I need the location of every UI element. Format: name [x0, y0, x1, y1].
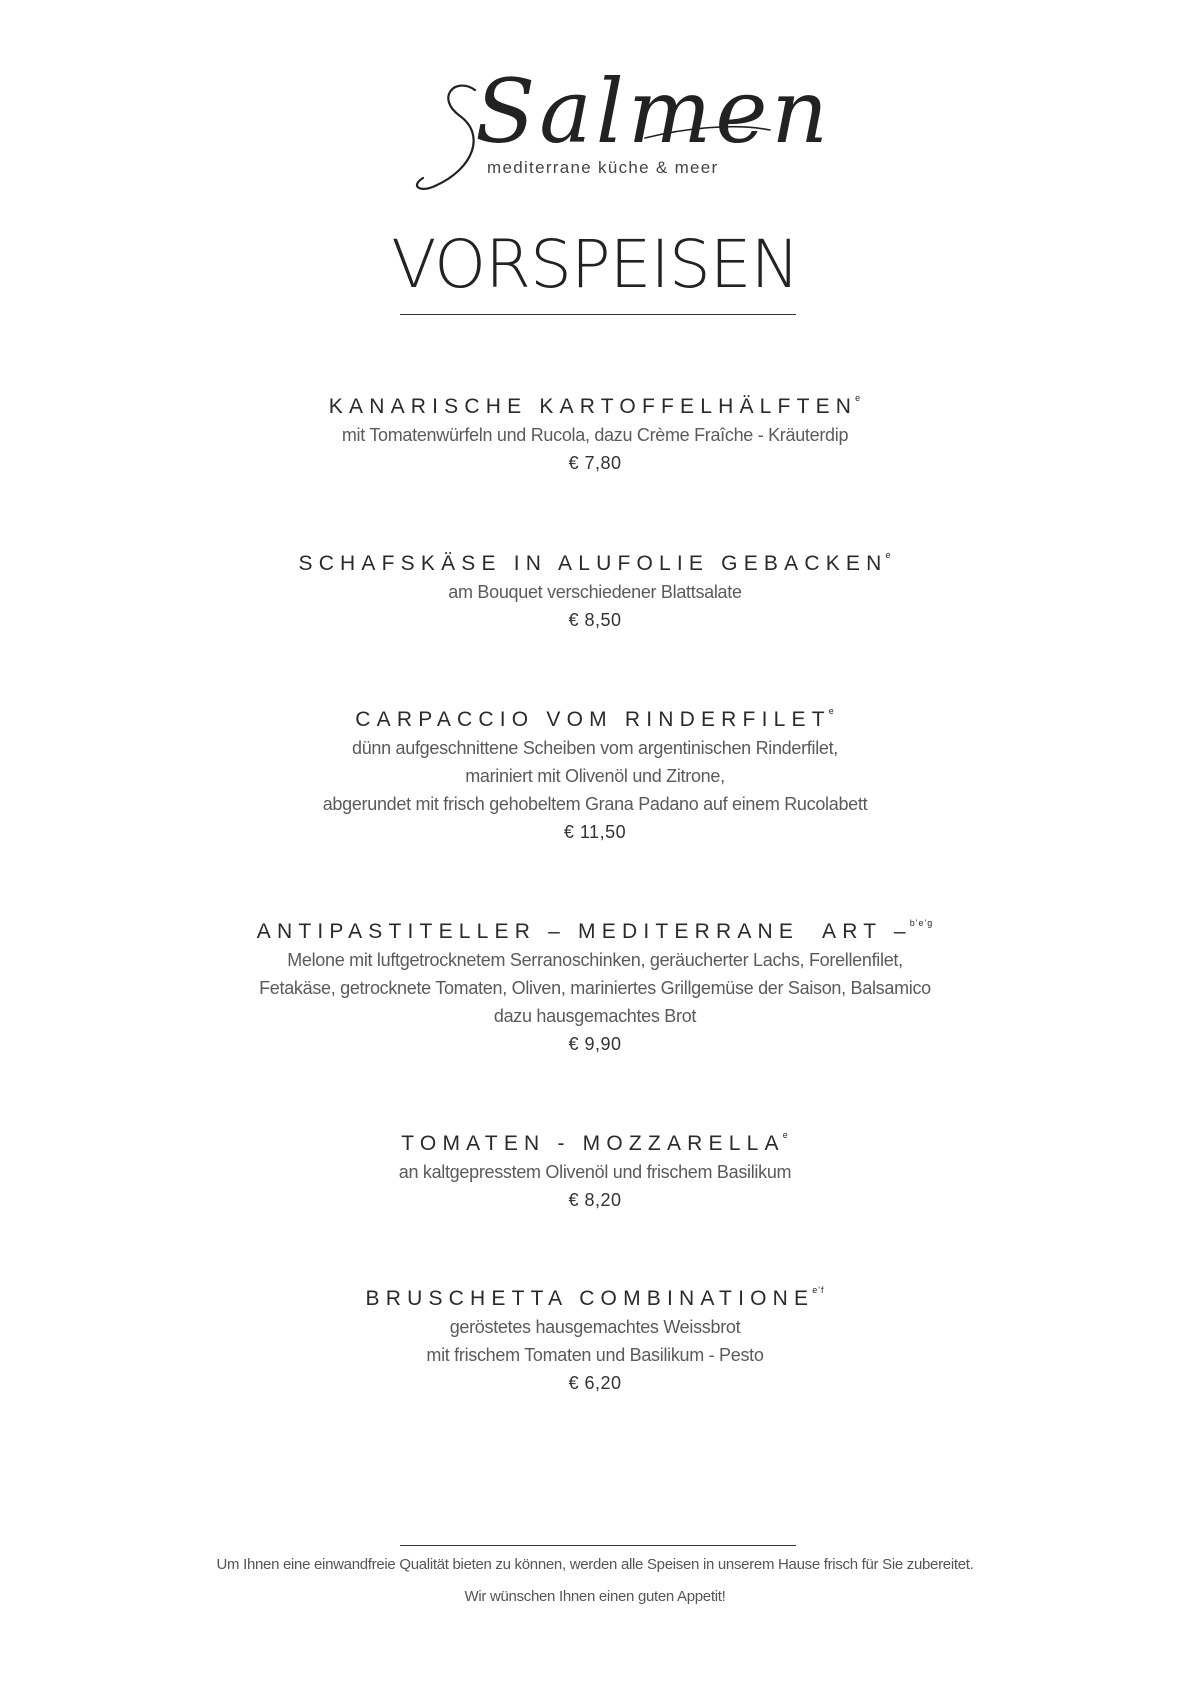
item-allergens: e: [828, 706, 835, 716]
item-price: € 7,80: [568, 453, 622, 473]
item-allergens: e'f: [812, 1285, 825, 1295]
brand-tagline: mediterrane küche & meer: [487, 158, 719, 177]
footer-divider: [400, 1545, 796, 1546]
item-name: SCHAFSKÄSE IN ALUFOLIE GEBACKEN$^e$: [298, 550, 892, 575]
menu-item: [0, 1121, 1190, 1214]
item-price: € 8,20: [568, 1190, 622, 1210]
item-description: am Bouquet verschiedener Blattsalate: [448, 582, 742, 602]
item-description: mariniert mit Olivenöl und Zitrone,: [465, 766, 725, 786]
menu-item: [0, 697, 1190, 846]
item-description: mit Tomatenwürfeln und Rucola, dazu Crème Fraîche - Kräuterdip: [341, 425, 849, 445]
item-description: geröstetes hausgemachtes Weissbrot: [449, 1317, 741, 1337]
brand-name: Salmen: [475, 60, 833, 163]
menu-item: [0, 384, 1190, 477]
title-divider: [400, 314, 796, 315]
menu-item: [0, 1276, 1190, 1397]
item-description: dünn aufgeschnittene Scheiben vom argentinischen Rinderfilet,: [351, 738, 839, 758]
item-description: abgerundet mit frisch gehobeltem Grana Padano auf einem Rucolabett: [322, 794, 868, 814]
item-allergens: e: [885, 550, 892, 560]
item-name: KANARISCHE KARTOFFELHÄLFTEN$^e$: [328, 393, 862, 418]
item-description: Fetakäse, getrocknete Tomaten, Oliven, mariniertes Grillgemüse der Saison, Balsamico: [259, 978, 931, 998]
footer-appetit-note: Wir wünschen Ihnen einen guten Appetit!: [464, 1588, 726, 1605]
page-title: VORSPEISEN: [391, 226, 799, 303]
item-name: ANTIPASTITELLER – MEDITERRANE ART –$^{b'e'g}$: [256, 918, 934, 943]
brand-logo: [415, 60, 833, 198]
menu-item: [0, 909, 1190, 1058]
item-name: TOMATEN - MOZZARELLA$^e$: [401, 1130, 789, 1155]
item-allergens: e: [782, 1130, 789, 1140]
item-name: BRUSCHETTA $COMBINATIONE^{e'f}$: [365, 1285, 825, 1310]
item-name: CARPACCIO VOM RINDERFILET$^e$: [355, 706, 835, 731]
menu-item: [0, 541, 1190, 634]
footer-quality-note: Um Ihnen eine einwandfreie Qualität bieten zu können, werden alle Speisen in unserem Hause frisch für Sie zubereitet.: [216, 1556, 974, 1573]
item-price: € 9,90: [568, 1034, 622, 1054]
item-price: € 11,50: [563, 822, 627, 842]
item-price: € 8,50: [568, 610, 622, 630]
item-description: mit frischem Tomaten und Basilikum - Pesto: [426, 1345, 764, 1365]
item-allergens: b'e'g: [909, 918, 934, 928]
item-price: € 6,20: [568, 1373, 622, 1393]
item-description: dazu hausgemachtes Brot: [493, 1006, 697, 1026]
item-allergens: e: [855, 393, 862, 403]
item-description: an kaltgepresstem Olivenöl und frischem Basilikum: [398, 1162, 792, 1182]
item-description: Melone mit luftgetrocknetem Serranoschinken, geräucherter Lachs, Forellenfilet,: [287, 950, 903, 970]
